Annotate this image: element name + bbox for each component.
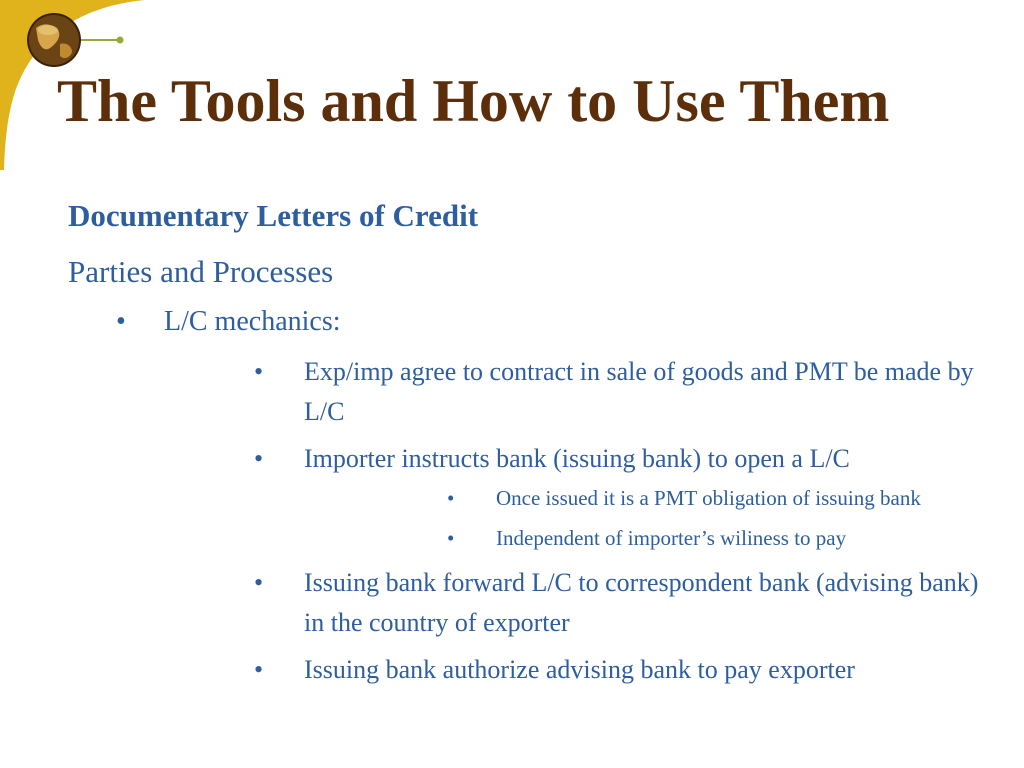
slide-body — [68, 196, 998, 702]
bullet-icon: • — [447, 526, 455, 550]
sub-sub-bullet-item — [304, 483, 998, 513]
sub-bullet-text: Issuing bank authorize advising bank to pay exporter — [304, 655, 855, 684]
globe-connector-dot — [117, 37, 124, 44]
sub-bullet-text: Issuing bank forward L/C to correspondent bank (advising bank) in the country of exporter — [304, 568, 979, 637]
sub-sub-bullet-list — [304, 483, 998, 553]
sub-bullet-item — [164, 650, 998, 690]
bullet-icon: • — [254, 444, 264, 473]
sub-sub-bullet-text: Once issued it is a PMT obligation of issuing bank — [496, 486, 921, 510]
slide-title: The Tools and How to Use Them — [57, 68, 890, 134]
sub-bullet-text: Exp/imp agree to contract in sale of goods and PMT be made by L/C — [304, 357, 974, 426]
sub-sub-bullet-item — [304, 523, 998, 553]
sub-bullet-item — [164, 439, 998, 553]
bullet-icon: • — [254, 357, 264, 386]
bullet-icon: • — [447, 486, 455, 510]
globe-icon — [27, 13, 81, 67]
bullet-icon: • — [254, 655, 264, 684]
sub-bullet-item — [164, 352, 998, 432]
sub-bullet-text: Importer instructs bank (issuing bank) to open a L/C — [304, 444, 850, 473]
section-heading: Documentary Letters of Credit — [68, 198, 479, 233]
bullet-icon: • — [254, 568, 264, 597]
sub-bullet-item — [164, 563, 998, 643]
sub-sub-bullet-text: Independent of importer’s wiliness to pay — [496, 526, 847, 550]
sub-bullet-list — [164, 352, 998, 690]
bullet-list — [68, 304, 998, 690]
section-subheading: Parties and Processes — [68, 254, 334, 289]
bullet-text: L/C mechanics: — [164, 306, 341, 337]
bullet-icon: • — [116, 306, 126, 337]
bullet-item-lc-mechanics — [68, 304, 998, 690]
